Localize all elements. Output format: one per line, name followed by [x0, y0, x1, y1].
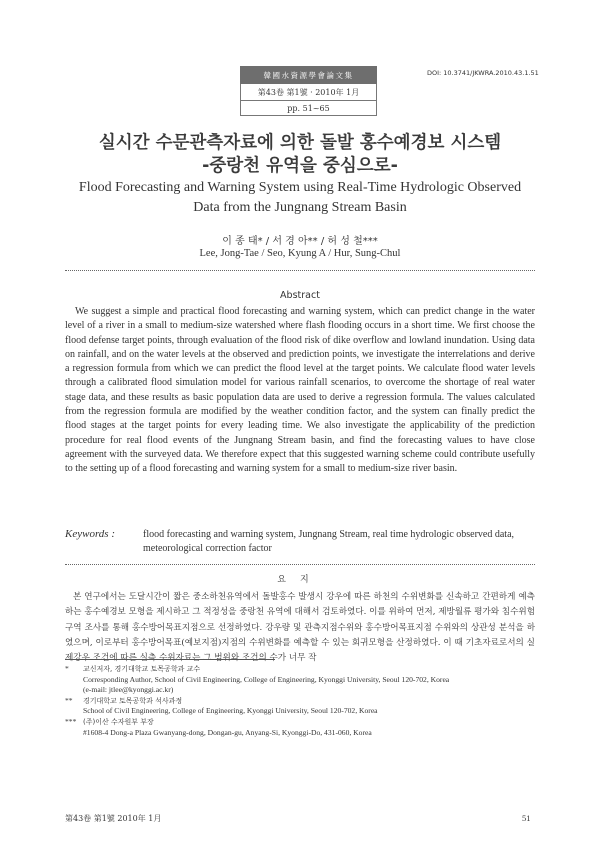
title-korean: 실시간 수문관측자료에 의한 돌발 홍수예경보 시스템: [98, 133, 502, 153]
title-english: [60, 178, 540, 218]
footnotes: [65, 664, 535, 738]
abstract-body: We suggest a simple and practical flood forecasting and warning system, which can predict change in the water level of a river in a small to medium-size watershed where flash flooding occurs in a short time. We first choose the flood defense target points, through evaluation of the flood risk of dike overflow and lowland inundation. Using data on rainfall, and on the water levels at the observed and prediction points, we investigate the interrelations and derive a regression formula from which we can predict the flood level at the target points. We calculate flood water levels through a calibrated flood simulation model for various rainfall scenarios, to overcome the shortage of real water stage data, and these results as basic population data are used to derive a regression formula. The values calculated from the regression formula are modified by the weather condition factor, and the system can finally predict the flood stages at the target points for every leading time. We also investigate the applicability of the prediction procedure for real flood events of the Jungnang Stream basin, and find the forecasting values to have close agreement with the surveyed data. We therefore expect that this suggested warning scheme could contribute usefully to the setting up of a flood forecasting and warning system for a small to medium-size river basin.: [65, 306, 535, 475]
divider: [65, 270, 535, 271]
authors-english: Lee, Jong-Tae / Seo, Kyung A / Hur, Sung-Chul: [199, 248, 401, 259]
divider: [65, 564, 535, 565]
footer-issue: 第43卷 第1號 2010年 1月: [65, 814, 162, 823]
page-range: pp. 51~65: [240, 101, 377, 116]
footnote-english: Corresponding Author, School of Civil Engineering, College of Engineering, Kyonggi University, Seoul 120-702, Korea: [83, 674, 450, 684]
journal-header-box: [240, 66, 377, 116]
footnote-english: #1608-4 Dong-a Plaza Gwanyang-dong, Dongan-gu, Anyang-Si, Kyonggi-Do, 431-060, Korea: [83, 727, 372, 737]
title-english-line1: Flood Forecasting and Warning System using Real-Time Hydrologic Observed: [78, 180, 522, 195]
keywords-label: Keywords :: [65, 528, 116, 540]
keywords: [65, 527, 535, 556]
title-english-line2: Data from the Jungnang Stream Basin: [193, 200, 407, 215]
volume-issue: 第43卷 第1號 · 2010年 1月: [240, 84, 377, 101]
footnote-korean: (주)이산 수자원부 부장: [83, 717, 154, 726]
footnote-rule: [65, 659, 275, 660]
footnote-3: [65, 717, 535, 738]
footnote-mark: **: [65, 695, 73, 705]
keywords-text: flood forecasting and warning system, Jungnang Stream, real time hydrologic observed data, meteorological correction factor: [143, 529, 515, 554]
footnote-korean: 경기대학교 토목공학과 석사과정: [83, 696, 183, 705]
authors-korean: 이 종 태* / 서 경 아** / 허 성 철***: [222, 236, 378, 247]
footnote-mark: ***: [65, 716, 77, 726]
subtitle-korean: -중랑천 유역을 중심으로-: [202, 156, 398, 176]
footnote-2: [65, 696, 535, 717]
footnote-english: School of Civil Engineering, College of Engineering, Kyonggi University, Seoul 120-702, Korea: [83, 706, 378, 716]
page-number: 51: [522, 813, 531, 823]
footnote-email[interactable]: (e-mail: jtlee@kyonggi.ac.kr): [83, 685, 174, 695]
footnote-1: [65, 664, 535, 696]
abstract-heading: Abstract: [280, 290, 320, 301]
summary-body: 본 연구에서는 도달시간이 짧은 중소하천유역에서 돌발홍수 발생시 강우에 따른 하천의 수위변화를 신속하고 간편하게 예측하는 홍수예경보 모형을 제시하고 그 적정성을 중랑천 유역에 대해서 검토하였다. 이를 위하여 먼저, 제방월류 평가와 침수위험구역 조사를 통해 홍수방어목표지점으로 선정하였다. 강우량 및 관측지점수위와 홍수방어목표지점 수위와의 상관성 분석을 하였으며, 이로부터 홍수방어목표(예보지점)지점의 수위변화를 예측할 수 있는 회귀모형을 산정하였다. 이 때 기초자료로서의 실제강우 조건에 따른 실측 수위자료는 그 범위와 조건의 수가 너무 작: [65, 592, 535, 664]
doi[interactable]: DOI: 10.3741/JKWRA.2010.43.1.51: [427, 69, 539, 77]
footnote-korean: 교신저자, 경기대학교 토목공학과 교수: [83, 665, 201, 673]
journal-name: 韓國水資源學會論文集: [240, 66, 377, 84]
footnote-mark: *: [65, 664, 69, 673]
summary-heading: 요지: [277, 575, 323, 585]
